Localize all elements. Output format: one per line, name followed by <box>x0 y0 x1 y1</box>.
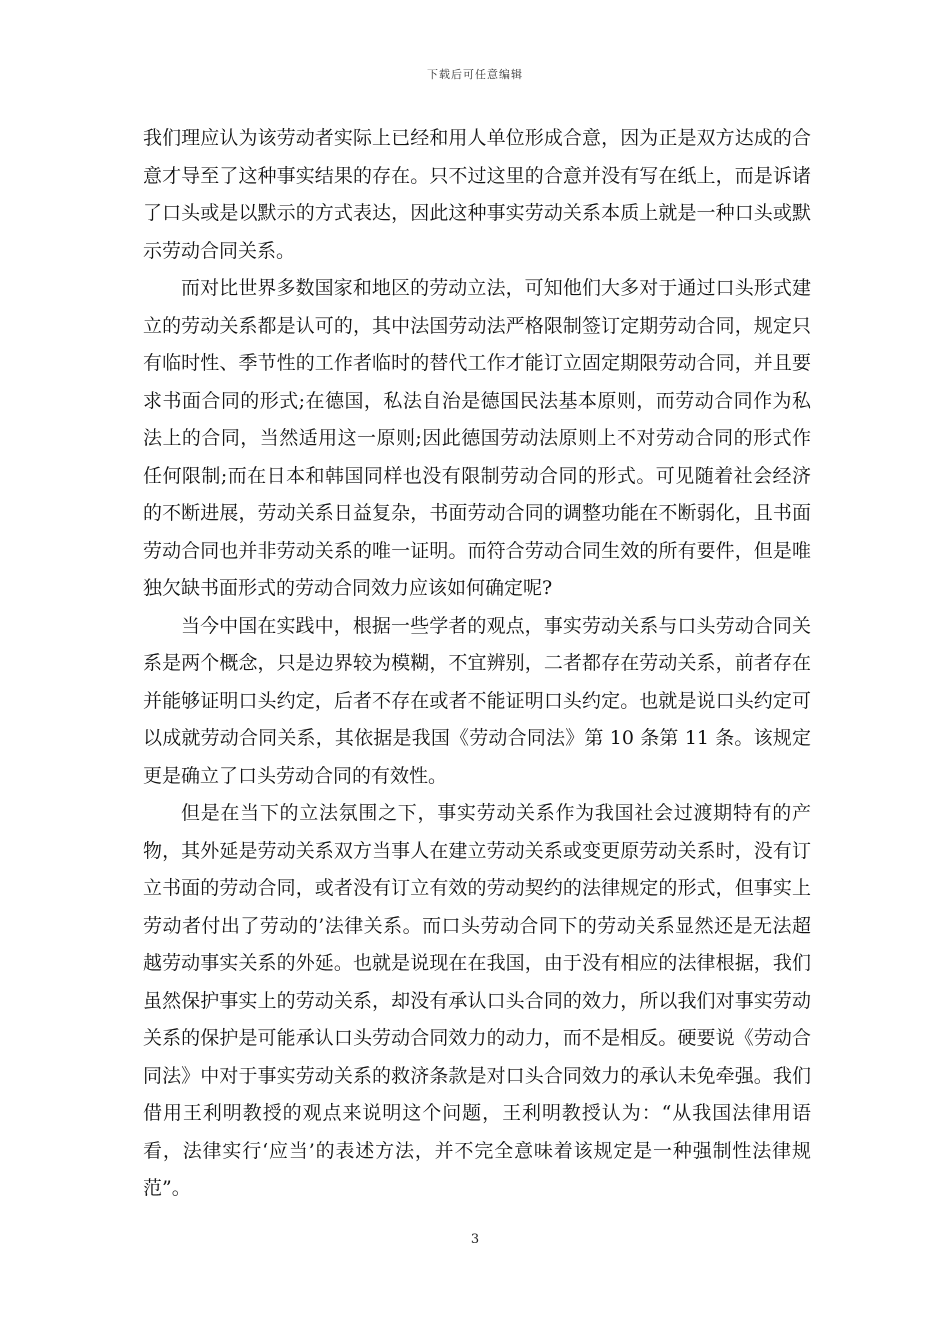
document-body <box>143 120 811 1208</box>
page-number: 3 <box>470 1232 480 1247</box>
paragraph-1: 我们理应认为该劳动者实际上已经和用人单位形成合意，因为正是双方达成的合意才导至了这种事实结果的存在。只不过这里的合意并没有写在纸上，而是诉诸了口头或是以默示的方式表达，因此这种事实劳动关系本质上就是一种口头或默示劳动合同关系。 <box>143 127 811 262</box>
paragraph-2: 而对比世界多数国家和地区的劳动立法，可知他们大多对于通过口头形式建立的劳动关系都是认可的，其中法国劳动法严格限制签订定期劳动合同，规定只有临时性、季节性的工作者临时的替代工作才能订立固定期限劳动合同，并且要求书面合同的形式;在德国，私法自治是德国民法基本原则，而劳动合同作为私法上的合同，当然适用这一原则;因此德国劳动法原则上不对劳动合同的形式作任何限制;而在日本和韩国同样也没有限制劳动合同的形式。可见随着社会经济的不断进展，劳动关系日益复杂，书面劳动合同的调整功能在不断弱化，且书面劳动合同也并非劳动关系的唯一证明。而符合劳动合同生效的所有要件，但是唯独欠缺书面形式的劳动合同效力应该如何确定呢? <box>143 277 811 599</box>
paragraph-4: 但是在当下的立法氛围之下，事实劳动关系作为我国社会过渡期特有的产物，其外延是劳动关系双方当事人在建立劳动关系或变更原劳动关系时，没有订立书面的劳动合同，或者没有订立有效的劳动契约的法律规定的形式，但事实上劳动者付出了劳动的’法律关系。而口头劳动合同下的劳动关系显然还是无法超越劳动事实关系的外延。也就是说现在在我国，由于没有相应的法律根据，我们虽然保护事实上的劳动关系，却没有承认口头合同的效力，所以我们对事实劳动关系的保护是可能承认口头劳动合同效力的动力，而不是相反。硬要说《劳动合同法》中对于事实劳动关系的救济条款是对口头合同效力的承认未免牵强。我们借用王利明教授的观点来说明这个问题，王利明教授认为：“从我国法律用语看，法律实行‘应当’的表述方法，并不完全意味着该规定是一种强制性法律规范”。 <box>143 802 811 1199</box>
page-header: 下载后可任意编辑 <box>427 68 523 81</box>
paragraph-3: 当今中国在实践中，根据一些学者的观点，事实劳动关系与口头劳动合同关系是两个概念，只是边界较为模糊，不宜辨别，二者都存在劳动关系，前者存在并能够证明口头约定，后者不存在或者不能证明口头约定。也就是说口头约定可以成就劳动合同关系，其依据是我国《劳动合同法》第 10 条第 11 条。该规定更是确立了口头劳动合同的有效性。 <box>143 614 811 787</box>
